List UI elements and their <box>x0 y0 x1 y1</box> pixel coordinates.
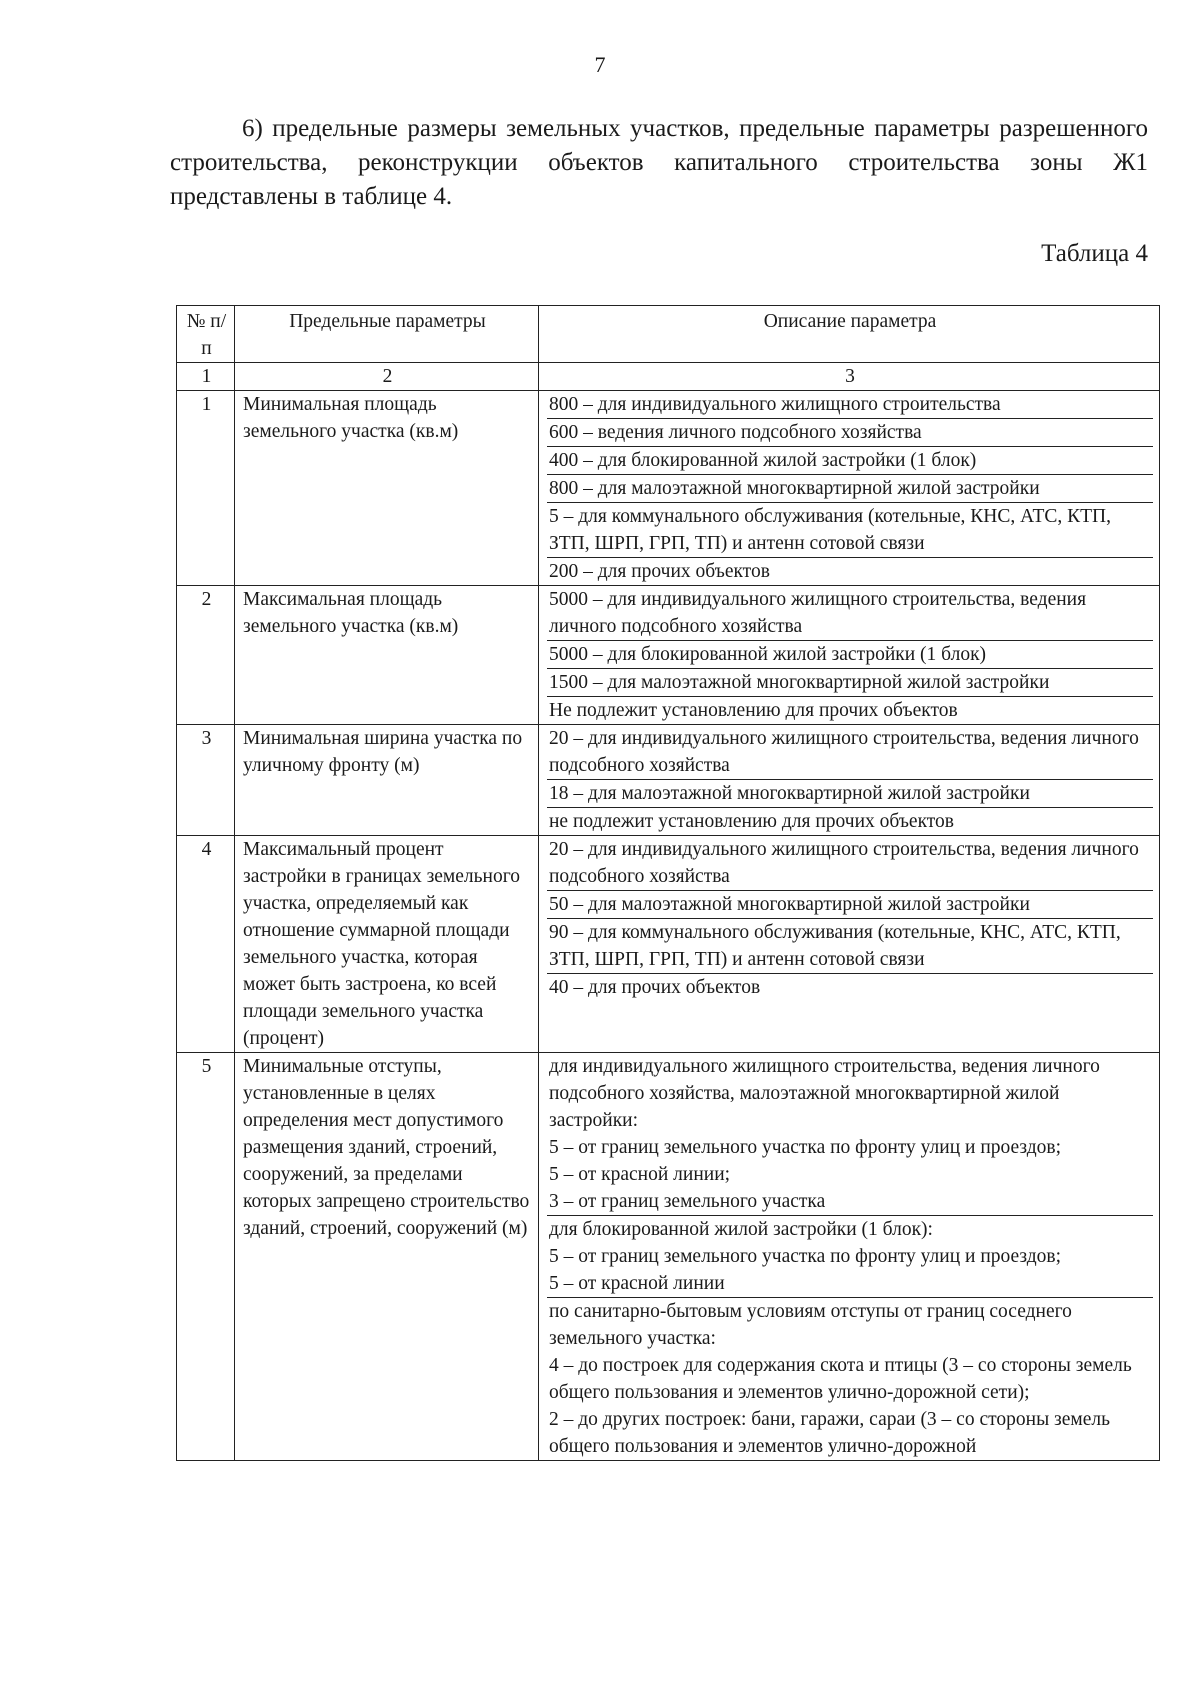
description-item: 600 – ведения личного подсобного хозяйства <box>547 419 1153 447</box>
parameters-table <box>176 305 1160 1461</box>
row-description <box>539 586 1160 725</box>
index-cell: 1 <box>177 363 235 391</box>
description-line: для индивидуального жилищного строительства, ведения личного подсобного хозяйства, малоэтажной многоквартирной жилой застройки: <box>549 1056 1100 1131</box>
description-item: 20 – для индивидуального жилищного строительства, ведения личного подсобного хозяйства <box>547 725 1153 780</box>
table-row <box>177 391 1160 586</box>
row-number: 3 <box>177 725 235 836</box>
description-line: 5 – от границ земельного участка по фронту улиц и проездов; <box>549 1246 1062 1267</box>
row-description <box>539 725 1160 836</box>
description-line: 2 – до других построек: бани, гаражи, сараи (3 – со стороны земель общего пользования и элементов улично-дорожной <box>549 1409 1111 1457</box>
row-number: 4 <box>177 836 235 1053</box>
description-item: 800 – для индивидуального жилищного строительства <box>547 391 1153 419</box>
description-line: 4 – до построек для содержания скота и птицы (3 – со стороны земель общего пользования и элементов улично-дорожной сети); <box>549 1355 1132 1403</box>
description-item: 5 – для коммунального обслуживания (котельные, КНС, АТС, КТП, ЗТП, ШРП, ГРП, ТП) и антенн сотовой связи <box>547 503 1153 558</box>
table-row <box>177 725 1160 836</box>
description-block <box>547 1298 1153 1460</box>
header-parameters: Предельные параметры <box>235 306 539 363</box>
row-number: 5 <box>177 1053 235 1461</box>
description-item: 800 – для малоэтажной многоквартирной жилой застройки <box>547 475 1153 503</box>
intro-text: 6) предельные размеры земельных участков, предельные параметры разрешенного строительства, реконструкции объектов капитального строительства зоны Ж1 представлены в таблице 4. <box>170 115 1148 210</box>
description-item: 5000 – для блокированной жилой застройки (1 блок) <box>547 641 1153 669</box>
intro-paragraph <box>170 112 1148 214</box>
table-index-row <box>177 363 1160 391</box>
description-item: 20 – для индивидуального жилищного строительства, ведения личного подсобного хозяйства <box>547 836 1153 891</box>
description-block <box>547 1053 1153 1216</box>
row-number: 2 <box>177 586 235 725</box>
table-row <box>177 836 1160 1053</box>
description-item: 5000 – для индивидуального жилищного строительства, ведения личного подсобного хозяйства <box>547 586 1153 641</box>
description-item: 50 – для малоэтажной многоквартирной жилой застройки <box>547 891 1153 919</box>
row-number: 1 <box>177 391 235 586</box>
row-description <box>539 836 1160 1053</box>
description-item: 90 – для коммунального обслуживания (котельные, КНС, АТС, КТП, ЗТП, ШРП, ГРП, ТП) и антенн сотовой связи <box>547 919 1153 974</box>
description-item: 1500 – для малоэтажной многоквартирной жилой застройки <box>547 669 1153 697</box>
table-header-row <box>177 306 1160 363</box>
page-number: 7 <box>594 52 606 77</box>
description-item: 40 – для прочих объектов <box>549 977 761 998</box>
description-line: 5 – от красной линии; <box>549 1164 731 1185</box>
table-caption: Таблица 4 <box>1041 240 1148 267</box>
description-item: не подлежит установлению для прочих объектов <box>549 811 955 832</box>
description-item: Не подлежит установлению для прочих объектов <box>549 700 958 721</box>
table-row <box>177 1053 1160 1461</box>
header-number: № п/п <box>177 306 235 363</box>
row-description <box>539 1053 1160 1461</box>
row-parameter: Минимальная ширина участка по уличному фронту (м) <box>235 725 539 836</box>
description-line: 5 – от красной линии <box>549 1273 725 1294</box>
table-row <box>177 586 1160 725</box>
index-cell: 3 <box>539 363 1160 391</box>
row-parameter: Минимальные отступы, установленные в целях определения мест допустимого размещения зданий, строений, сооружений, за пределами которых запрещено строительство зданий, строений, сооружений (м) <box>235 1053 539 1461</box>
row-description <box>539 391 1160 586</box>
description-line: для блокированной жилой застройки (1 блок): <box>549 1219 933 1240</box>
description-item: 400 – для блокированной жилой застройки (1 блок) <box>547 447 1153 475</box>
description-line: 5 – от границ земельного участка по фронту улиц и проездов; <box>549 1137 1062 1158</box>
description-item: 18 – для малоэтажной многоквартирной жилой застройки <box>547 780 1153 808</box>
description-block <box>547 1216 1153 1298</box>
description-item: 200 – для прочих объектов <box>549 561 770 582</box>
row-parameter: Максимальная площадь земельного участка (кв.м) <box>235 586 539 725</box>
row-parameter: Минимальная площадь земельного участка (кв.м) <box>235 391 539 586</box>
row-parameter: Максимальный процент застройки в границах земельного участка, определяемый как отношение суммарной площади земельного участка, которая может быть застроена, ко всей площади земельного участка (процент) <box>235 836 539 1053</box>
header-description: Описание параметра <box>539 306 1160 363</box>
description-line: 3 – от границ земельного участка <box>549 1191 826 1212</box>
index-cell: 2 <box>235 363 539 391</box>
description-line: по санитарно-бытовым условиям отступы от границ соседнего земельного участка: <box>549 1301 1072 1349</box>
